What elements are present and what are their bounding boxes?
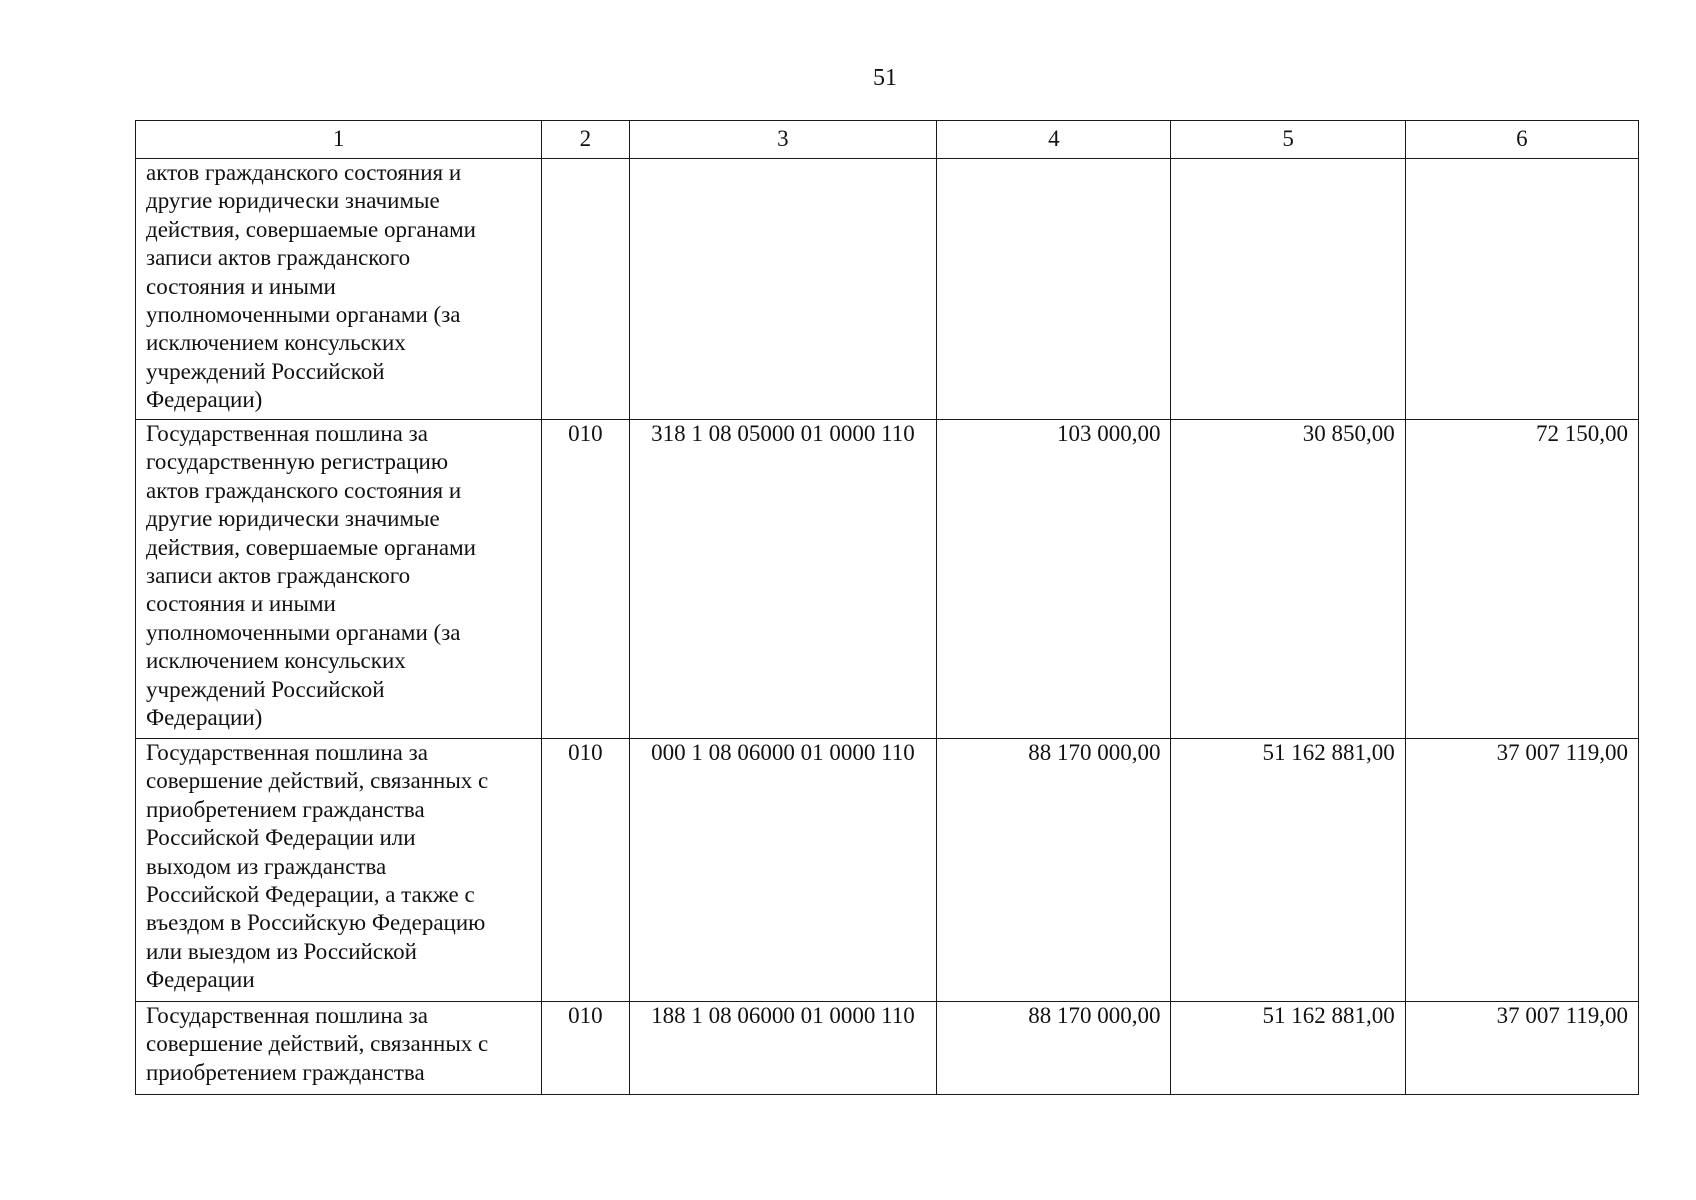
classification-code-cell bbox=[629, 159, 937, 420]
revenue-name: Государственная пошлина за совершение действий, связанных с приобретением гражданства bbox=[146, 1003, 489, 1085]
revenue-name-cell bbox=[136, 1002, 542, 1095]
approved-amount-cell: 103 000,00 bbox=[937, 420, 1171, 739]
revenue-name-cell bbox=[136, 159, 542, 420]
table-row bbox=[136, 739, 1639, 1002]
classification-code-cell: 318 1 08 05000 01 0000 110 bbox=[629, 420, 937, 739]
budget-table bbox=[135, 120, 1639, 1095]
revenue-name-cell bbox=[136, 420, 542, 739]
page-number: 51 bbox=[873, 65, 897, 91]
column-header-5: 5 bbox=[1171, 121, 1405, 159]
revenue-name: Государственная пошлина за совершение действий, связанных с приобретением гражданства Российской Федерации или выходом из гражданства Российской Федерации, а также с въездом в Российскую Федерацию или выездом из Российской Федерации bbox=[146, 740, 489, 993]
remaining-amount-cell: 37 007 119,00 bbox=[1405, 1002, 1638, 1095]
column-header-4: 4 bbox=[937, 121, 1171, 159]
admin-code-cell: 010 bbox=[542, 1002, 629, 1095]
table-row bbox=[136, 420, 1639, 739]
classification-code-cell: 188 1 08 06000 01 0000 110 bbox=[629, 1002, 937, 1095]
executed-amount-cell: 30 850,00 bbox=[1171, 420, 1405, 739]
column-header-6: 6 bbox=[1405, 121, 1638, 159]
remaining-amount-cell: 37 007 119,00 bbox=[1405, 739, 1638, 1002]
table-header-row bbox=[136, 121, 1639, 159]
approved-amount-cell: 88 170 000,00 bbox=[937, 1002, 1171, 1095]
approved-amount-cell bbox=[937, 159, 1171, 420]
admin-code-cell: 010 bbox=[542, 420, 629, 739]
revenue-name: актов гражданского состояния и другие юридически значимые действия, совершаемые органами записи актов гражданского состояния и иными уполномоченными органами (за исключением консульских учреждений Российской Федерации) bbox=[146, 160, 476, 413]
remaining-amount-cell bbox=[1405, 159, 1638, 420]
revenue-name: Государственная пошлина за государственную регистрацию актов гражданского состояния и другие юридически значимые действия, совершаемые органами записи актов гражданского состояния и иными уполномоченными органами (за исключением консульских учреждений Российской Федерации) bbox=[146, 421, 476, 731]
admin-code-cell bbox=[542, 159, 629, 420]
table-row bbox=[136, 1002, 1639, 1095]
column-header-3: 3 bbox=[629, 121, 937, 159]
executed-amount-cell bbox=[1171, 159, 1405, 420]
column-header-1: 1 bbox=[136, 121, 542, 159]
remaining-amount-cell: 72 150,00 bbox=[1405, 420, 1638, 739]
approved-amount-cell: 88 170 000,00 bbox=[937, 739, 1171, 1002]
column-header-2: 2 bbox=[542, 121, 629, 159]
revenue-name-cell bbox=[136, 739, 542, 1002]
executed-amount-cell: 51 162 881,00 bbox=[1171, 739, 1405, 1002]
classification-code-cell: 000 1 08 06000 01 0000 110 bbox=[629, 739, 937, 1002]
admin-code-cell: 010 bbox=[542, 739, 629, 1002]
executed-amount-cell: 51 162 881,00 bbox=[1171, 1002, 1405, 1095]
table-row bbox=[136, 159, 1639, 420]
